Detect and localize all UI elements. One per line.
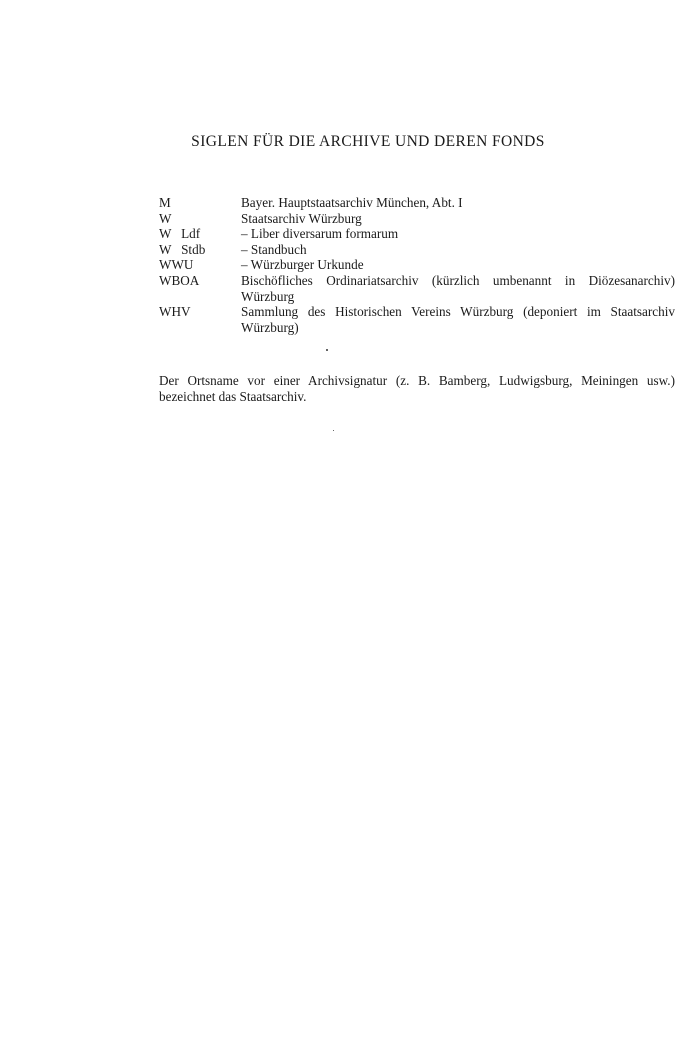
sigla-abbreviation: WWU: [159, 257, 194, 273]
sigla-abbreviation: W Stdb: [159, 241, 206, 257]
sigla-list: [159, 195, 675, 335]
sigla-entry: [159, 257, 675, 273]
sigla-description: Bayer. Hauptstaatsarchiv München, Abt. I: [241, 195, 463, 210]
print-speck: [326, 349, 328, 351]
sigla-abbreviation: WBOA: [159, 272, 200, 288]
sigla-abbreviation: W Ldf: [159, 226, 201, 242]
sigla-description: – Standbuch: [241, 241, 307, 257]
print-speck: [333, 430, 334, 431]
sigla-entry: [159, 211, 675, 227]
sigla-entry: [159, 242, 675, 258]
sigla-entry: [159, 226, 675, 242]
sigla-description: Staatsarchiv Würzburg: [241, 210, 362, 226]
sigla-entry: [159, 273, 675, 304]
sigla-description: Sammlung des Historischen Vereins Würzburg (deponiert im Staatsarchiv Würzburg): [241, 304, 675, 335]
sigla-description: Bischöfliches Ordinariatsarchiv (kürzlich umbenannt in Diözesanarchiv) Würzburg: [241, 272, 675, 304]
sigla-entry: [159, 304, 675, 335]
sigla-abbreviation: M: [159, 195, 171, 210]
sigla-abbreviation: W: [159, 210, 172, 226]
sigla-abbreviation: WHV: [159, 304, 191, 320]
footnote-paragraph: Der Ortsname vor einer Archivsignatur (z. B. Bamberg, Ludwigsburg, Meiningen usw.) bezeichnet das Staatsarchiv.: [159, 373, 675, 404]
page-title: SIGLEN FÜR DIE ARCHIVE UND DEREN FONDS: [191, 133, 545, 150]
sigla-description: – Würzburger Urkunde: [241, 257, 364, 273]
sigla-description: – Liber diversarum formarum: [241, 226, 399, 242]
sigla-entry: [159, 195, 675, 211]
